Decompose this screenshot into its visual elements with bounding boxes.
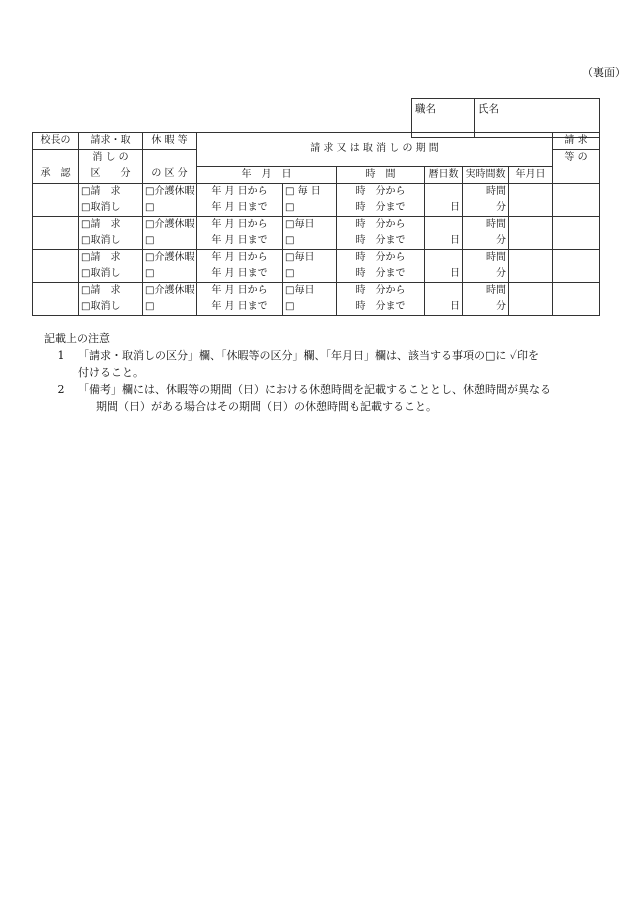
header-nengappi: 年 月 日 (197, 166, 337, 183)
leave-request-table (32, 132, 600, 316)
other-checkbox[interactable]: □ (283, 266, 337, 283)
seikyu-checkbox[interactable]: □請 求 (79, 282, 143, 299)
kocho-approval-cell[interactable] (33, 249, 79, 282)
header-seikyu-2: 消 し の (79, 150, 143, 167)
biko-cell[interactable] (553, 249, 600, 282)
end-time[interactable]: 時 分まで (337, 200, 425, 217)
seikyu-checkbox[interactable]: □請 求 (79, 183, 143, 200)
other-checkbox[interactable]: □ (283, 200, 337, 217)
header-jikan: 時 間 (337, 166, 425, 183)
start-date[interactable]: 年 月 日から (197, 183, 283, 200)
note-text: 期間（日）がある場合はその期間（日）の休憩時間も記載すること。 (96, 400, 437, 413)
torikeshi-checkbox[interactable]: □取消し (79, 200, 143, 217)
note-text: 付けること。 (78, 366, 144, 379)
start-time[interactable]: 時 分から (337, 282, 425, 299)
jitsu-hours[interactable]: 時間 (463, 249, 509, 266)
start-time[interactable]: 時 分から (337, 183, 425, 200)
rekijitsu-cell[interactable] (425, 216, 463, 233)
daily-checkbox[interactable]: □毎日 (283, 216, 337, 233)
table-row (33, 216, 600, 233)
daily-checkbox[interactable]: □毎日 (283, 249, 337, 266)
other-leave-checkbox[interactable]: □ (143, 233, 197, 250)
note-text: 「請求・取消しの区分」欄、「休暇等の区分」欄、「年月日」欄は、該当する事項の□に ✓印を (78, 349, 539, 362)
biko-cell[interactable] (553, 282, 600, 315)
rekijitsu-days[interactable]: 日 (425, 266, 463, 283)
seikyu-checkbox[interactable]: □請 求 (79, 249, 143, 266)
rekijitsu-cell[interactable] (425, 249, 463, 266)
start-date[interactable]: 年 月 日から (197, 216, 283, 233)
start-date[interactable]: 年 月 日から (197, 282, 283, 299)
notes-section (44, 330, 630, 415)
header-kyuka: 休 暇 等 (143, 133, 197, 150)
jitsu-hours[interactable]: 時間 (463, 216, 509, 233)
header-seikyu-3: 区 分 (79, 166, 143, 183)
note-number: 2 (57, 383, 65, 396)
start-time[interactable]: 時 分から (337, 216, 425, 233)
header-ymd-3: 年月日 (509, 166, 553, 183)
kaigo-checkbox[interactable]: □介護休暇 (143, 183, 197, 200)
rekijitsu-cell[interactable] (425, 282, 463, 299)
end-time[interactable]: 時 分まで (337, 233, 425, 250)
note-item (44, 381, 630, 415)
header-kocho-2: 承 認 (33, 166, 79, 183)
header-kikan: 請 求 又 は 取 消 し の 期 間 (197, 133, 553, 167)
seikyu-checkbox[interactable]: □請 求 (79, 216, 143, 233)
header-ymd-2: 等 の (553, 150, 600, 167)
notes-title: 記載上の注意 (44, 332, 110, 345)
kocho-approval-cell[interactable] (33, 216, 79, 249)
header-jitsujikan: 実時間数 (463, 166, 509, 183)
rekijitsu-days[interactable]: 日 (425, 200, 463, 217)
end-time[interactable]: 時 分まで (337, 299, 425, 316)
table-row (33, 282, 600, 299)
jitsu-minutes[interactable]: 分 (463, 266, 509, 283)
torikeshi-checkbox[interactable]: □取消し (79, 233, 143, 250)
request-date-cell[interactable] (509, 249, 553, 282)
rekijitsu-days[interactable]: 日 (425, 233, 463, 250)
torikeshi-checkbox[interactable]: □取消し (79, 299, 143, 316)
note-text: 「備考」欄には、休暇等の期間（日）における休憩時間を記載することとし、休憩時間が異なる (78, 383, 551, 396)
request-date-cell[interactable] (509, 216, 553, 249)
page-side-label: （裏面） (582, 66, 626, 79)
table-row (33, 183, 600, 200)
jitsu-hours[interactable]: 時間 (463, 282, 509, 299)
rekijitsu-days[interactable]: 日 (425, 299, 463, 316)
jitsu-minutes[interactable]: 分 (463, 233, 509, 250)
header-kocho-spacer (33, 150, 79, 167)
end-date[interactable]: 年 月 日まで (197, 299, 283, 316)
other-leave-checkbox[interactable]: □ (143, 299, 197, 316)
biko-cell[interactable] (553, 216, 600, 249)
jitsu-minutes[interactable]: 分 (463, 299, 509, 316)
start-date[interactable]: 年 月 日から (197, 249, 283, 266)
kocho-approval-cell[interactable] (33, 282, 79, 315)
header-seikyu: 請求・取 (79, 133, 143, 150)
table-row (33, 249, 600, 266)
biko-cell[interactable] (553, 183, 600, 216)
daily-checkbox[interactable]: □毎日 (283, 282, 337, 299)
start-time[interactable]: 時 分から (337, 249, 425, 266)
header-rekijitsu: 暦日数 (425, 166, 463, 183)
end-date[interactable]: 年 月 日まで (197, 200, 283, 217)
header-kyuka-2: の 区 分 (143, 166, 197, 183)
daily-checkbox[interactable]: □ 毎 日 (283, 183, 337, 200)
request-date-cell[interactable] (509, 183, 553, 216)
end-time[interactable]: 時 分まで (337, 266, 425, 283)
kaigo-checkbox[interactable]: □介護休暇 (143, 249, 197, 266)
end-date[interactable]: 年 月 日まで (197, 266, 283, 283)
request-date-cell[interactable] (509, 282, 553, 315)
note-item (44, 347, 630, 381)
other-checkbox[interactable]: □ (283, 233, 337, 250)
kaigo-checkbox[interactable]: □介護休暇 (143, 216, 197, 233)
end-date[interactable]: 年 月 日まで (197, 233, 283, 250)
shimei-field[interactable]: 氏名 (475, 99, 600, 138)
header-kocho: 校長の (33, 133, 79, 150)
jitsu-hours[interactable]: 時間 (463, 183, 509, 200)
other-leave-checkbox[interactable]: □ (143, 200, 197, 217)
header-ymd: 請 求 (553, 133, 600, 150)
other-leave-checkbox[interactable]: □ (143, 266, 197, 283)
shokumei-field[interactable]: 職名 (412, 99, 475, 138)
note-number: 1 (57, 349, 65, 362)
header-kyuka-spacer (143, 150, 197, 167)
kaigo-checkbox[interactable]: □介護休暇 (143, 282, 197, 299)
jitsu-minutes[interactable]: 分 (463, 200, 509, 217)
torikeshi-checkbox[interactable]: □取消し (79, 266, 143, 283)
kocho-approval-cell[interactable] (33, 183, 79, 216)
rekijitsu-cell[interactable] (425, 183, 463, 200)
other-checkbox[interactable]: □ (283, 299, 337, 316)
